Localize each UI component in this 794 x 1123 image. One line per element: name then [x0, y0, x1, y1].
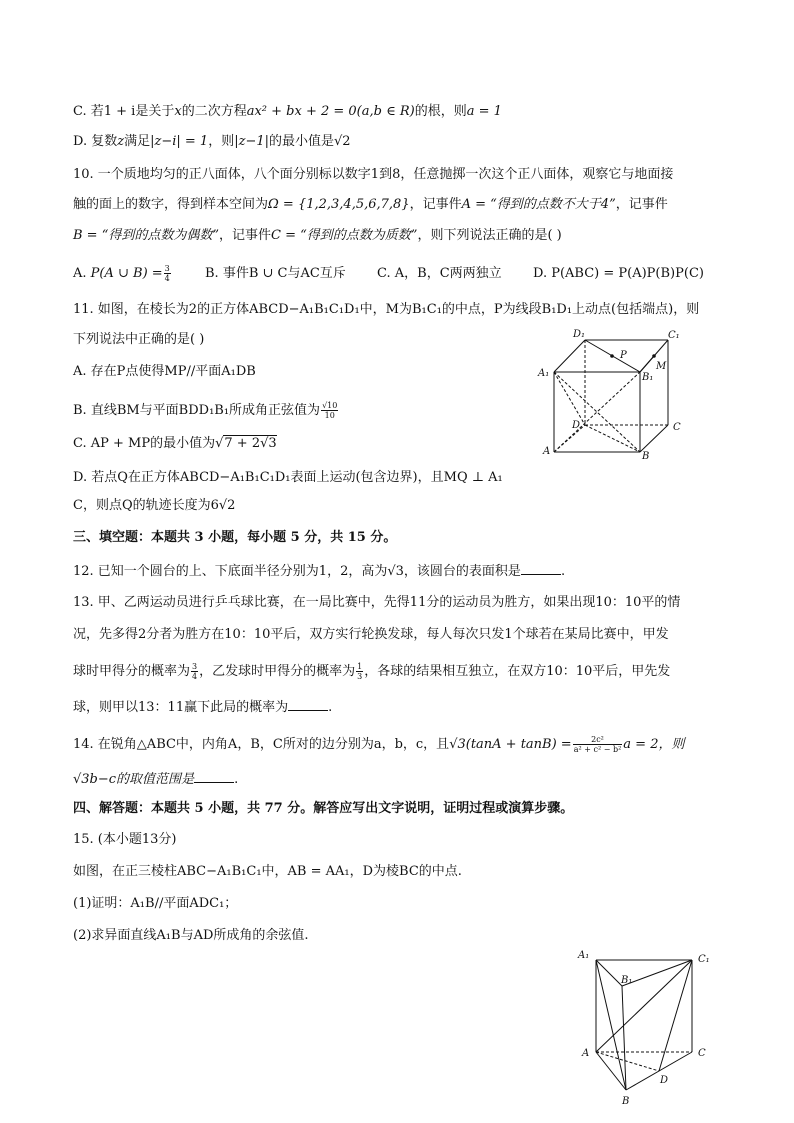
q14-line-2: √3b−c的取值范围是 .: [73, 772, 239, 787]
q13-line-1: 13. 甲、乙两运动员进行乒乓球比赛，在一局比赛中，先得11分的运动员为胜方，如果出现10：10平的情: [73, 595, 681, 610]
q11-option-d-line-1: D. 若点Q在正方体ABCD−A₁B₁C₁D₁表面上运动(包含边界)，且MQ ⊥ A₁: [73, 470, 503, 485]
label-a: A: [543, 446, 551, 457]
q14-line-1: 14. 在锐角△ABC中，内角A，B，C所对的边分别为a，b，c，且√3(tanA + tanB) = $\frac{\text{2c²}}{\text{a² + c² − b²}}$ a = 2，则: [73, 735, 685, 754]
label-p: P: [620, 350, 627, 361]
label-d: D: [572, 420, 581, 431]
q10-option-a: A. P(A ∪ B) = $\frac{3}{4}$: [73, 264, 170, 283]
q12-answer-blank[interactable]: [521, 562, 561, 575]
cube-figure: [530, 322, 690, 462]
q15-part-1: (1)证明：A₁B//平面ADC₁；: [73, 896, 238, 911]
q13-line-2: 况，先多得2分者为胜方在10：10平后，双方实行轮换发球，每人每次只发1个球若在某局比赛中，甲发: [73, 627, 669, 642]
q10-line-2: 触的面上的数字，得到样本空间为Ω = {1,2,3,4,5,6,7,8}，记事件A = “得到的点数不大于4”，记事件: [73, 197, 668, 212]
q11-option-b: B. 直线BM与平面BDD₁B₁所成角正弦值为 $\frac{√10}{10}$: [73, 401, 338, 420]
q15-line-1: 如图，在正三棱柱ABC−A₁B₁C₁中，AB = AA₁，D为棱BC的中点.: [73, 864, 462, 879]
q10-options: [73, 264, 704, 283]
label-b1: B₁: [642, 372, 654, 383]
label-b: B: [642, 451, 650, 462]
label-c: C: [698, 1048, 706, 1059]
q10-line-1: 10. 一个质地均匀的正八面体，八个面分别标以数字1到8，任意抛掷一次这个正八面体，观察它与地面接: [73, 167, 674, 182]
label-m: M: [656, 361, 667, 372]
q11-line-2: 下列说法中正确的是( ): [73, 332, 205, 347]
q10-option-d: D. P(ABC) = P(A)P(B)P(C): [533, 266, 704, 281]
q13-answer-blank[interactable]: [288, 698, 328, 711]
q11-line-1: 11. 如图，在棱长为2的正方体ABCD−A₁B₁C₁D₁中，M为B₁C₁的中点，P为线段B₁D₁上动点(包括端点)，则: [73, 302, 700, 317]
q13-line-3: 球时甲得分的概率为 $\frac{3}{4}$ ，乙发球时甲得分的概率为 $\frac{1}{3}$ ，各球的结果相互独立，在双方10：10平后，甲先发: [73, 662, 671, 681]
q15-header: 15. (本小题13分): [73, 832, 177, 847]
label-c: C: [673, 422, 681, 433]
q11-option-d-line-2: C，则点Q的轨迹长度为6√2: [73, 498, 236, 513]
q13-line-4: 球，则甲以13：11赢下此局的概率为 .: [73, 700, 333, 715]
label-c1: C₁: [698, 954, 710, 965]
q11-option-a: A. 存在P点使得MP//平面A₁DB: [73, 364, 256, 379]
label-b: B: [622, 1096, 630, 1107]
q9-option-c: C. 若1 + i是关于x的二次方程ax² + bx + 2 = 0(a,b ∈ R)的根，则a = 1: [73, 104, 502, 119]
q11-option-c: C. AP + MP的最小值为√7 + 2√3: [73, 436, 277, 451]
label-a1: A₁: [578, 950, 590, 961]
q9-option-d: D. 复数z满足|z−i| = 1，则|z−1|的最小值是√2: [73, 134, 351, 149]
q14-answer-blank[interactable]: [194, 770, 234, 783]
point-m-marker: [652, 354, 656, 358]
q15-part-2: (2)求异面直线A₁B与AD所成角的余弦值.: [73, 928, 309, 943]
label-c1: C₁: [668, 330, 680, 341]
label-a: A: [582, 1048, 590, 1059]
prism-figure: [570, 945, 720, 1110]
label-b1: B₁: [621, 975, 633, 986]
point-p-marker: [610, 354, 614, 358]
q10-line-3: B = “得到的点数为偶数”，记事件C = “得到的点数为质数”，则下列说法正确的是( ): [73, 228, 562, 243]
label-d: D: [660, 1075, 669, 1086]
q10-option-c: C. A，B，C两两独立: [377, 266, 502, 281]
label-a1: A₁: [538, 368, 550, 379]
section-3-heading: 三、填空题：本题共 3 小题，每小题 5 分，共 15 分。: [73, 530, 397, 545]
q10-option-b: B. 事件B ∪ C与AC互斥: [205, 266, 346, 281]
q12: 12. 已知一个圆台的上、下底面半径分别为1，2，高为√3，该圆台的表面积是 .: [73, 564, 566, 579]
label-d1: D₁: [573, 329, 586, 340]
section-4-heading: 四、解答题：本题共 5 小题，共 77 分。解答应写出文字说明，证明过程或演算步骤。: [73, 801, 574, 816]
